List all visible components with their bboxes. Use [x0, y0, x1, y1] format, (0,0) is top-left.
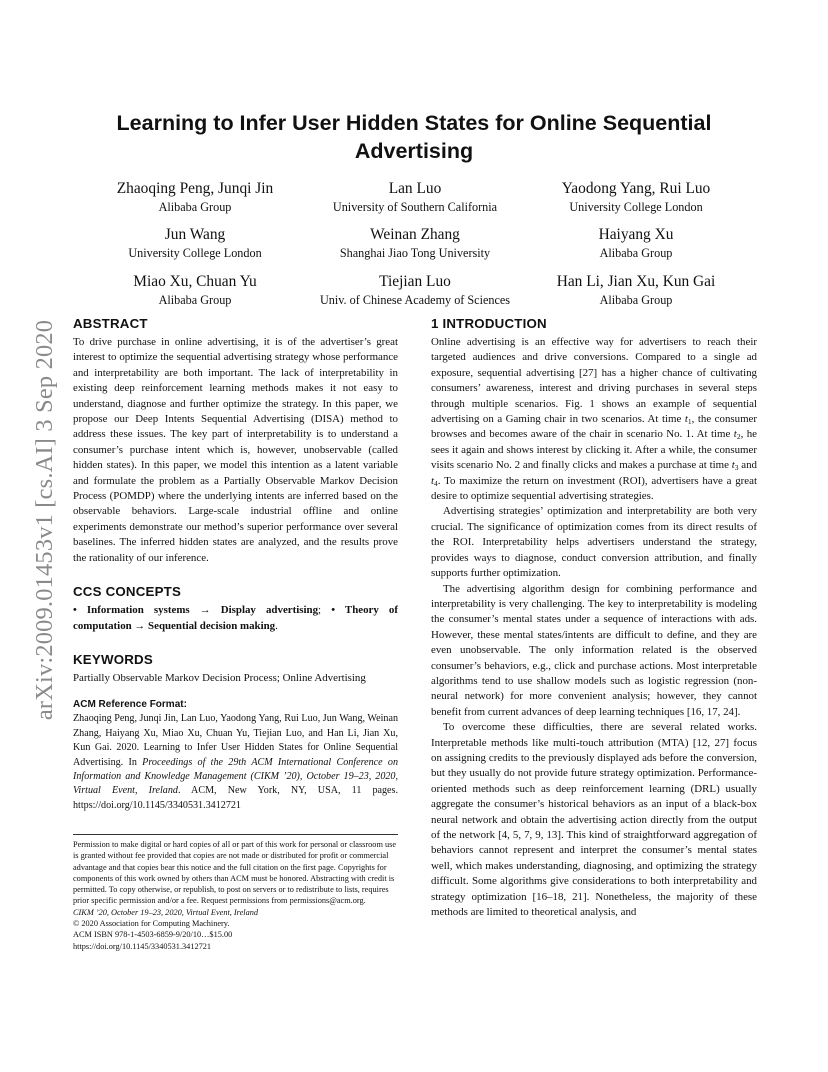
ccs-heading: CCS CONCEPTS — [73, 584, 182, 600]
acm-ref-text — [73, 712, 398, 813]
author-name: Jun Wang — [164, 226, 226, 243]
ccs-concept-1-sub: Display advertising — [220, 604, 319, 617]
author-block — [70, 273, 320, 309]
time-sub: 4 — [434, 478, 438, 488]
author-block — [511, 226, 761, 262]
time-sub: 3 — [734, 463, 739, 473]
author-block — [70, 180, 320, 216]
ccs-concept-1: • Information systems — [73, 604, 190, 617]
ccs-arrow-1: → — [189, 604, 221, 617]
conference-line — [73, 907, 398, 918]
author-affiliation: University of Southern California — [332, 200, 498, 214]
author-block — [511, 273, 761, 309]
abstract-heading: ABSTRACT — [73, 316, 148, 331]
author-name: Haiyang Xu — [598, 226, 674, 243]
isbn-line: ACM ISBN 978-1-4503-6859-9/20/10…$15.00 — [73, 930, 233, 940]
acm-ref-authors: Zhaoqing Peng, Junqi Jin, Lan Luo, Yaodong Yang, Rui Luo, Jun Wang, Weinan Zhang, Haiyang Xu, Miao Xu, Chuan Yu, Tiejian Luo, and Han Li, Jian Xu, Kun Gai. 2020. Learning to Infer User Hidden States for Online Sequential Advertising. In — [73, 713, 398, 768]
author-affiliation: Alibaba Group — [158, 293, 232, 307]
ccs-arrow-2: → — [131, 619, 149, 632]
author-affiliation: University College London — [569, 200, 703, 214]
permission-block — [73, 834, 398, 952]
paper-title: Learning to Infer User Hidden States for Online Sequential Advertising — [116, 111, 712, 163]
intro-paragraph-3: The advertising algorithm design for combining performance and interpretability is very challenging. The key to interpretability is modeling the consumer’s mental states under a sequence of interactions with ads. However, these mental states/intents are difficult to define, and they are even unobservable. The only information related is the observed consumer’s behaviors, e.g., click and purchase actions. Most interpretable algorithms tend to use shallow models such as logistic regression (non-neural network) for more convenient analysis; however, they cannot benefit from current advances of deep learning techniques [16, 17, 24]. — [431, 582, 757, 718]
acm-ref-pub: . ACM, New York, NY, USA, 11 pages. https://doi.org/10.1145/3340531.3412721 — [73, 785, 398, 811]
author-name: Tiejian Luo — [379, 273, 451, 290]
intro-paragraph-2: Advertising strategies’ optimization and interpretability are both very crucial. The significance of optimization comes from its direct results of the ROI. Interpretability helps advertisers understand the strategy, provides ways to diagnose, conduct conversion attribution, and finally supports further optimization. — [431, 505, 757, 580]
time-var: t — [684, 413, 688, 426]
intro-paragraph-1 — [431, 335, 757, 504]
author-affiliation: Alibaba Group — [158, 200, 232, 214]
author-block — [70, 226, 320, 262]
permission-text: Permission to make digital or hard copies of all or part of this work for personal or classroom use is granted without fee provided that copies are not made or distributed for profit or commercial advantage and that copies bear this notice and the full citation on the first page. Copyrights for components of this work owned by others than ACM must be honored. Abstracting with credit is permitted. To copy otherwise, or republish, to post on servers or to redistribute to lists, requires prior specific permission and/or a fee. Request permissions from permissions@acm.org. — [73, 840, 397, 906]
conference-name: CIKM ’20, October 19–23, 2020, Virtual Event, Ireland — [73, 907, 259, 917]
doi-line: https://doi.org/10.1145/3340531.3412721 — [73, 941, 212, 951]
author-block — [290, 226, 540, 262]
copyright-line: © 2020 Association for Computing Machinery. — [73, 919, 230, 929]
author-affiliation: Shanghai Jiao Tong University — [339, 246, 491, 260]
acm-ref-heading: ACM Reference Format: — [73, 699, 187, 711]
author-name: Yaodong Yang, Rui Luo — [561, 180, 711, 197]
intro-text: , the consumer browses and becomes aware of the chair in scenario No. 1. At time — [431, 413, 758, 441]
intro-text: and — [738, 459, 758, 472]
intro-text: , he sees it again and shows interest by clicking it. After a while, the consumer visits scenario No. 2 and finally clicks and makes a purchase at time — [431, 428, 757, 472]
abstract-text: To drive purchase in online advertising, it is of the advertiser’s great interest to optimize the sequential advertising strategy whose performance and interpretability are both important. The lack of interpretability in existing deep reinforcement learning methods makes it not easy to understand, diagnose and further optimize the strategy. In this paper, we propose our Deep Intents Sequential Advertising (DISA) method to address these issues. The key part of interpretability is to understand a consumer’s purchase intent which is, however, unobservable (called hidden states). In this paper, we model this intention as a latent variable and formulate the problem as a Partially Observable Markov Decision Process (POMDP) where the underlying intents are inferred based on the observable behaviors. Large-scale industrial offline and online experiments demonstrate our method’s superior performance over several baselines. The inferred hidden states are analyzed, and the results prove the rationality of our inference. — [73, 336, 398, 564]
time-sub: 1 — [687, 417, 692, 427]
arxiv-id: arXiv:2009.01453v1 [cs.AI] 3 Sep 2020 — [31, 319, 58, 721]
ccs-end: . — [275, 619, 278, 632]
author-block — [290, 273, 540, 309]
author-affiliation: Univ. of Chinese Academy of Sciences — [319, 293, 511, 307]
ccs-concept-2-sub: Sequential decision making — [148, 619, 276, 632]
time-var: t — [731, 459, 735, 472]
intro-paragraph-4: To overcome these difficulties, there are several related works. Interpretable methods like multi-touch attribution (MTA) [12, 27] focus on assigning credits to the previously displayed ads before the conversion, but they usually do not provide future strategy optimization. Performance-oriented methods such as deep reinforcement learning (DRL) usually aggregate the consumer’s historical behaviors as an input of a black-box neural network and obtain the advertising action directly from the output of the network [4, 5, 7, 9, 13]. This kind of straightforward aggregation of behaviors cannot represent and interpret the consumer’s mental states well, which makes understanding, diagnosing, and optimizing the strategy difficult. Some algorithms give considerations to both interpretability and strategy optimization [16–18, 21]. Nonetheless, the majority of these methods are limited to theoretical analysis, and — [431, 721, 757, 919]
ccs-concept-2: • Theory of computation — [73, 604, 399, 632]
keywords-heading: KEYWORDS — [73, 651, 153, 667]
intro-text: Online advertising is an effective way for advertisers to reach their targeted audiences and drive conversions. Compared to a single ad exposure, sequential advertising [27] has a higher chance of cultivating consumers’ awareness, interest and driving purchases in several steps through multiple scenarios. Fig. 1 shows an example of sequential advertising on a Gaming chair in two scenarios. At time — [431, 336, 757, 426]
time-var: t — [733, 428, 737, 441]
ccs-separator: ; — [318, 604, 332, 617]
author-name: Lan Luo — [388, 180, 442, 197]
left-column — [73, 313, 398, 813]
ccs-text — [73, 603, 398, 634]
author-name: Zhaoqing Peng, Junqi Jin — [116, 180, 274, 197]
keywords-text: Partially Observable Markov Decision Process; Online Advertising — [73, 671, 366, 684]
arxiv-stamp — [20, 300, 70, 740]
intro-heading: 1 INTRODUCTION — [431, 316, 547, 331]
author-name: Weinan Zhang — [370, 226, 460, 243]
time-sub: 2 — [736, 432, 741, 442]
author-affiliation: Alibaba Group — [599, 246, 673, 260]
time-var: t — [431, 474, 435, 487]
author-affiliation: Alibaba Group — [599, 293, 673, 307]
intro-text: . To maximize the return on investment (ROI), advertisers have a great desire to optimize sequential advertising strategies. — [431, 474, 757, 503]
author-affiliation: University College London — [128, 246, 262, 260]
right-column — [431, 313, 757, 920]
acm-ref-venue: Proceedings of the 29th ACM International Conference on Information and Knowledge Management (CIKM ’20), October 19–23, 2020, Virtual Event, Ireland — [73, 756, 399, 797]
author-block — [511, 180, 761, 216]
author-name: Han Li, Jian Xu, Kun Gai — [556, 273, 716, 290]
author-block — [290, 180, 540, 216]
author-name: Miao Xu, Chuan Yu — [133, 273, 257, 290]
